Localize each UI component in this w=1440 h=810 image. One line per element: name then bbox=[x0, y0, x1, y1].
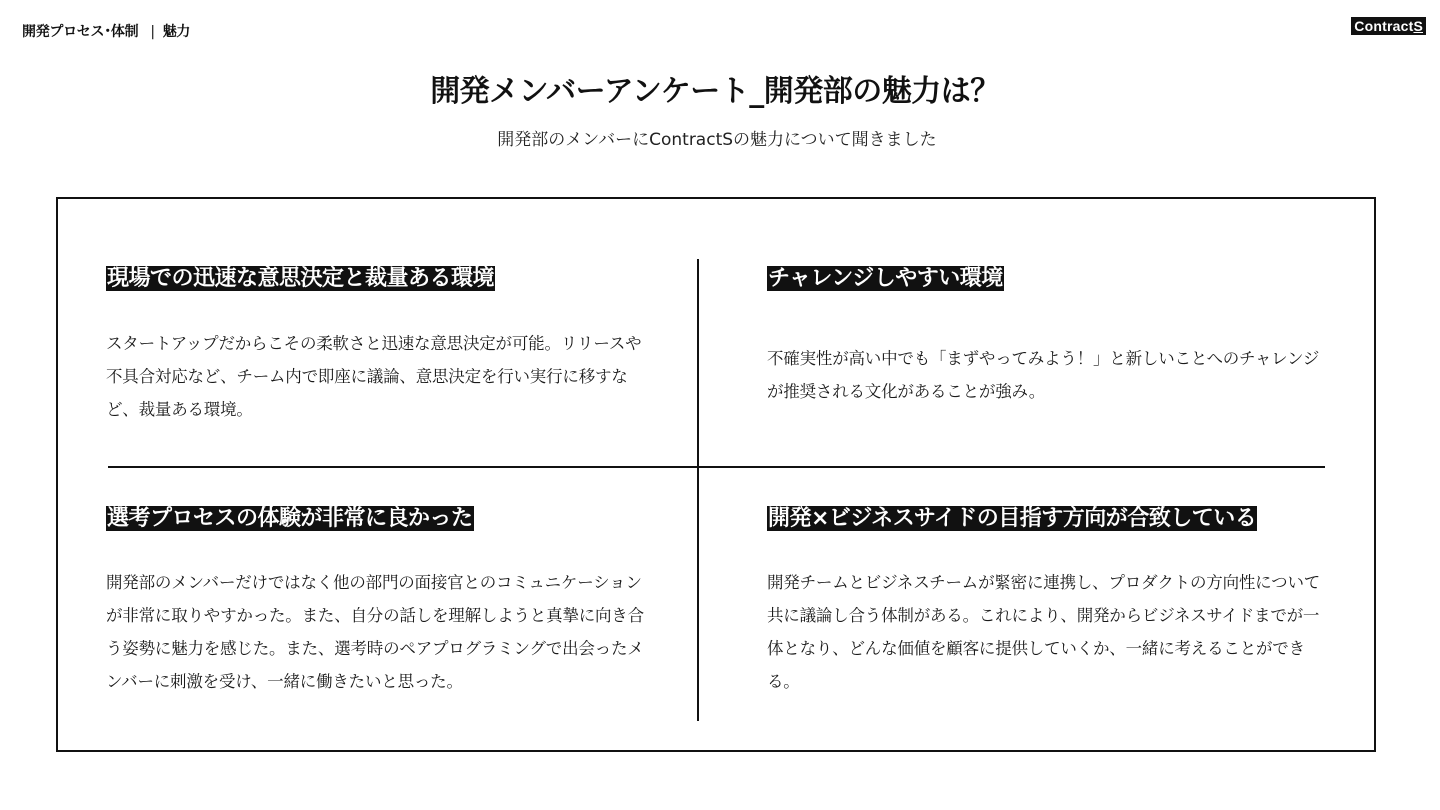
breadcrumb-separator: | bbox=[150, 24, 155, 40]
card-heading-alignment: 開発×ビジネスサイドの目指す方向が合致している bbox=[768, 506, 1257, 531]
breadcrumb bbox=[22, 21, 190, 41]
card-heading-decision: 現場での迅速な意思決定と裁量ある環境 bbox=[107, 266, 495, 291]
page-subtitle: 開発部のメンバーにContractSの魅力について聞きました bbox=[497, 130, 937, 150]
horizontal-divider bbox=[108, 466, 1325, 468]
page-title: 開発メンバーアンケート_開発部の魅力は？ bbox=[430, 74, 1000, 109]
breadcrumb-section: 開発プロセス･体制 bbox=[22, 24, 139, 40]
card-body-decision: スタートアップだからこその柔軟さと迅速な意思決定が可能。リリースや不具合対応など、チーム内で即座に議論、意思決定を行い実行に移すなど、裁量ある環境。 bbox=[106, 334, 642, 419]
card-body-selection: 開発部のメンバーだけではなく他の部門の面接官とのコミュニケーションが非常に取りやすかった。また、自分の話しを理解しようと真摯に向き合う姿勢に魅力を感じた。また、選考時のペアプログラミングで出会ったメンバーに刺激を受け、一緒に働きたいと思った。 bbox=[106, 573, 644, 691]
vertical-divider bbox=[697, 259, 699, 721]
card-body-challenge: 不確実性が高い中でも「まずやってみよう！」と新しいことへのチャレンジが推奨される文化があることが強み。 bbox=[767, 349, 1320, 401]
card-heading-challenge: チャレンジしやすい環境 bbox=[768, 266, 1003, 291]
breadcrumb-current: 魅力 bbox=[162, 24, 191, 40]
contracts-logo bbox=[1351, 17, 1426, 35]
logo-text: Contract bbox=[1354, 18, 1414, 34]
card-body-alignment: 開発チームとビジネスチームが緊密に連携し、プロダクトの方向性について共に議論し合う体制がある。これにより、開発からビジネスサイドまでが一体となり、どんな価値を顧客に提供していくか、一緒に考えることができる。 bbox=[767, 573, 1321, 691]
card-heading-selection: 選考プロセスの体験が非常に良かった bbox=[107, 506, 473, 531]
logo-text-last: S bbox=[1413, 18, 1423, 34]
